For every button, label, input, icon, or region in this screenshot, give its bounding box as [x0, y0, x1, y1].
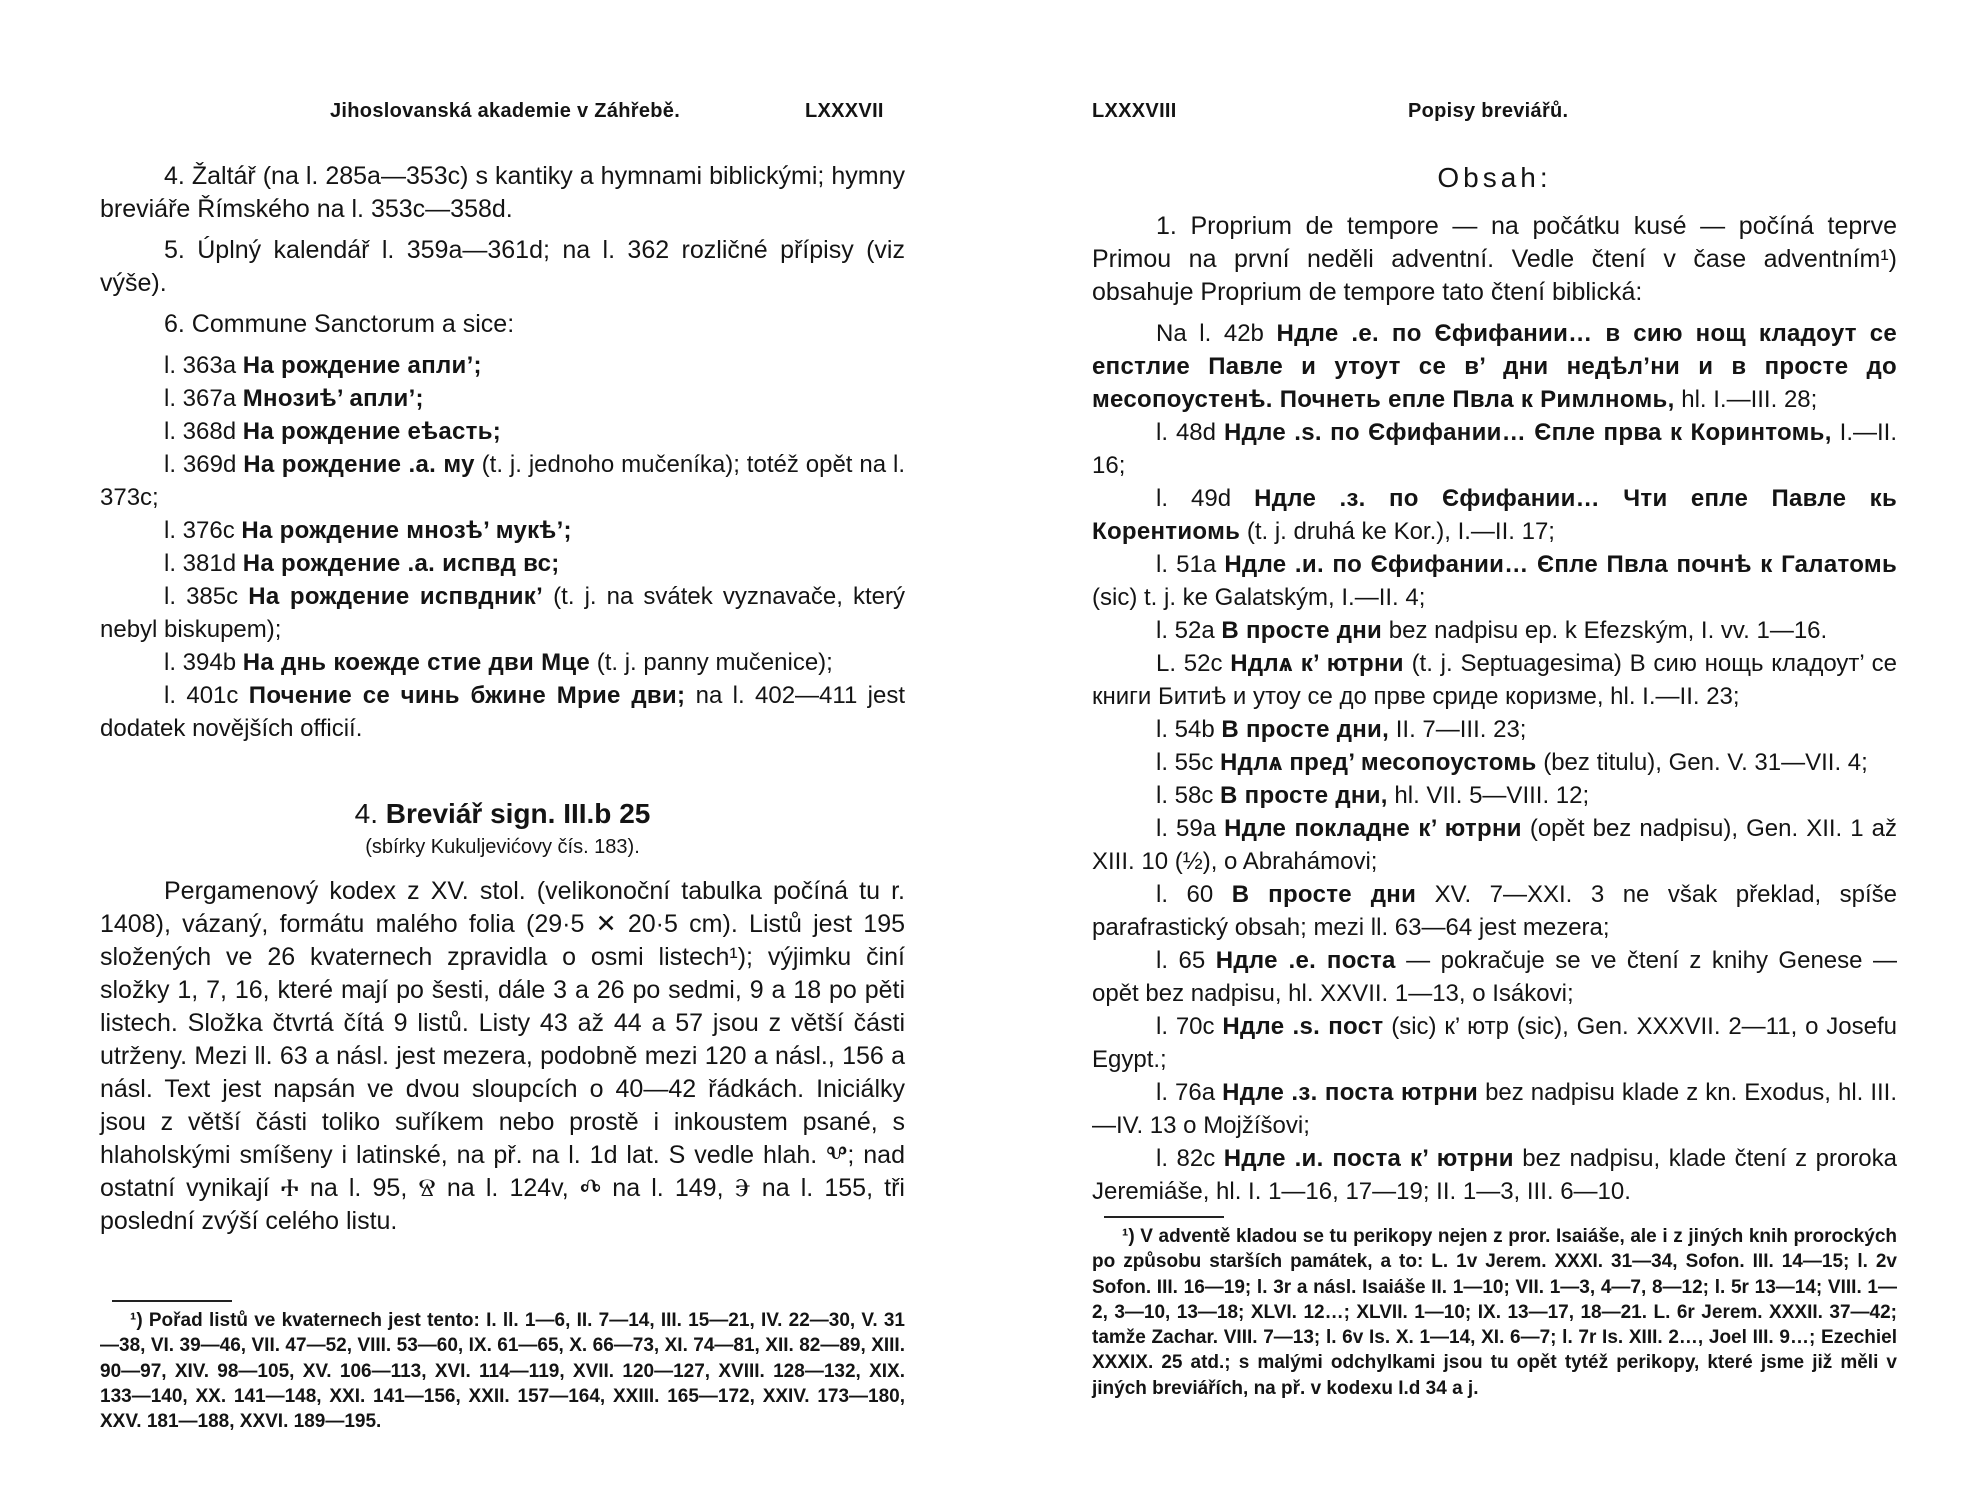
reading-entry: l. 59a Ндле покладне к’ ютрни (opět bez nadpisu), Gen. XII. 1 až XIII. 10 (½), o Abrahámovi; — [1092, 815, 1898, 875]
reading-entry: l. 49d Ндле .з. по Єфифании… Чти епле Павле кь Корентиомь (t. j. druhá ke Kor.), I.—II. 17; — [1092, 485, 1897, 545]
commune-entry: l. 385c На рождение испвдник’ (t. j. na svátek vyznavače, který nebyl biskupem); — [100, 583, 906, 643]
section-heading: 4. Breviář sign. III.b 25 — [354, 798, 651, 829]
page-number: LXXXVIII — [1092, 100, 1177, 122]
reading-entry: l. 54b В просте дни, II. 7—III. 23; — [1156, 716, 1527, 743]
commune-entry: l. 394b На днь коежде стие дви Мце (t. j. panny mučenice); — [164, 649, 833, 676]
reading-entry: l. 55c Ндлѧ пред’ месопоустомь (bez titulu), Gen. V. 31—VII. 4; — [1156, 749, 1868, 776]
running-head-title: Jihoslovanská akademie v Záhřebě. — [330, 100, 681, 122]
commune-entry: l. 367a Мнозиѣ’ апли’; — [164, 385, 424, 412]
description-paragraph: Pergamenový kodex z XV. stol. (velikonoční tabulka počíná tu r. 1408), vázaný, formátu malého folia (29·5 ✕ 20·5 cm). Listů jest 195 složených ve 26 kvaternech zpravidla o osmi listech¹); výjimku činí složky 1, 7, 16, které mají po šesti, dále 3 a 26 po sedmi, 9 a 18 po pěti listech. Složka čtvrtá čítá 9 listů. Listy 43 až 44 a 57 jsou z větší části utrženy. Mezi ll. 63 a násl. jest mezera, podobně mezi 120 a násl., 156 a násl. Text jest napsán ve dvou sloupcích o 40—42 řádkách. Iniciálky jsou z větší části toliko suříkem nebo prostě i inkoustem psané, s hlaholskými smíšeny i latinské, na př. na l. 1d lat. S vedle hlah. Ⰲ; nad ostatní vynikají Ⰰ na l. 95, Ⱄ na l. 124v, Ⰴ na l. 149, Ⰵ na l. 155, tři poslední zvýší celého listu. — [100, 877, 905, 1235]
left-column — [100, 160, 905, 1238]
footnote-rule — [112, 1300, 232, 1302]
right-page — [991, 0, 1982, 1500]
reading-entry: l. 65 Ндле .е. поста — pokračuje se ve čtení z knihy Genese — opět bez nadpisu, hl. XXVII. 1—13, o Isákovi; — [1092, 947, 1897, 1007]
reading-entry: L. 52c Ндлѧ к’ ютрни (t. j. Septuagesima) В сию нощь кладоут’ се книги Битиѣ и утоу се до прве сриде коризме, hl. I.—II. 23; — [1092, 650, 1897, 710]
right-column — [1092, 158, 1897, 1208]
commune-entry: l. 376c На рождение мнозѣ’ мукѣ’; — [164, 517, 572, 544]
commune-entry: l. 401c Почение се чинь бжине Мрие дви; na l. 402—411 jest dodatek novějších officií. — [100, 682, 905, 742]
reading-entry: l. 60 В просте дни XV. 7—XXI. 3 ne však překlad, spíše parafrastický obsah; mezi ll. 63—64 jest mezera; — [1092, 881, 1898, 941]
reading-entry: l. 76a Ндле .з. поста ютрни bez nadpisu klade z kn. Exodus, hl. III.—IV. 13 o Mojžíšovi; — [1092, 1079, 1898, 1139]
section-subtitle: (sbírky Kukuljevićovy čís. 183). — [365, 836, 640, 858]
footnote-rule — [1104, 1216, 1224, 1218]
item-4: 4. Žaltář (na l. 285a—353c) s kantiky a hymnami biblickými; hymny breviáře Římského na l. 353c—358d. — [100, 162, 905, 223]
reading-entry: l. 70c Ндле .ѕ. пост (sic) к’ ютр (sic), Gen. XXXVII. 2—11, o Josefu Egypt.; — [1092, 1013, 1897, 1073]
item-6: 6. Commune Sanctorum a sice: — [164, 310, 515, 338]
reading-entry: l. 51a Ндле .и. по Єфифании… Єпле Пвла почнѣ к Галатомь (sic) t. j. ke Galatským, I.—II. 4; — [1092, 551, 1897, 611]
footnote-text: ¹) V adventě kladou se tu perikopy nejen z pror. Isaiáše, ale i z jiných knih prorockých po způsobu starších památek, a to: L. 1v Jerem. XXXI. 31—34, Sofon. III. 14—15; l. 2v Sofon. III. 16—19; l. 3r a násl. Isaiáše II. 1—10; VII. 1—3, 4—7, 8—12; l. 5r 13—14; VIII. 1—2, 3—10, 13—18; XLVI. 12…; XLVII. 1—10; IX. 13—17, 18—21. L. 6r Jerem. XXXII. 37—42; tamže Zachar. VIII. 7—13; l. 6v Is. X. 1—14, XI. 6—7; l. 7r Is. XIII. 2…, Joel III. 9…; Ezechiel XXXIX. 25 atd.; s malými odchylkami jsou tu opět tytéž perikopy, které jsme již měli v jiných breviářích, na př. v kodexu I.d 34 a j. — [1092, 1226, 1897, 1399]
commune-entry: l. 363a На рождение апли’; — [164, 352, 482, 379]
contents-heading: Obsah: — [1437, 162, 1552, 193]
item-5: 5. Úplný kalendář l. 359a—361d; na l. 362 rozličné přípisy (viz výše). — [100, 236, 905, 297]
reading-entry: l. 58c В просте дни, hl. VII. 5—VIII. 12; — [1156, 782, 1590, 809]
footnote-right — [1092, 1216, 1897, 1401]
commune-entry: l. 368d На рождение еѣасть; — [164, 418, 502, 445]
commune-entry: l. 369d На рождение .а. му (t. j. jednoho mučeníka); totéž opět na l. 373c; — [100, 451, 905, 511]
reading-entry: Na l. 42b Ндле .е. по Єфифании… в сию нощ кладоут се епстлие Павле и утоут се в’ дни недѣл’ни и в просте до месопоустенѣ. Почнеть епле Пвла к Римлномь, hl. I.—III. 28; — [1092, 320, 1897, 413]
footnote-text: ¹) Pořad listů ve kvaternech jest tento: I. ll. 1—6, II. 7—14, III. 15—21, IV. 22—30, V. 31—38, VI. 39—46, VII. 47—52, VIII. 53—60, IX. 61—65, X. 66—73, XI. 74—81, XII. 82—89, XIII. 90—97, XIV. 98—105, XV. 106—113, XVI. 114—119, XVII. 120—127, XVIII. 128—132, XIX. 133—140, XX. 141—148, XXI. 141—156, XXII. 157—164, XXIII. 165—172, XXIV. 173—180, XXV. 181—188, XXVI. 189—195. — [100, 1310, 905, 1433]
commune-entry: l. 381d На рождение .а. испвд вс; — [164, 550, 560, 577]
footnote-left — [100, 1300, 905, 1434]
proprium-intro: 1. Proprium de tempore — na počátku kusé — počíná teprve Primou na první neděli adventní. Vedle čtení v čase adventním¹) obsahuje Proprium de tempore tato čtení biblická: — [1092, 212, 1897, 306]
reading-entry: l. 48d Ндле .ѕ. по Єфифании… Єпле прва к Коринтомь, I.—II. 16; — [1092, 419, 1897, 479]
page-number: LXXXVII — [805, 100, 884, 122]
reading-entry: l. 52a В просте дни bez nadpisu ep. k Efezským, I. vv. 1—16. — [1156, 617, 1828, 644]
reading-entry: l. 82c Ндле .и. поста к’ ютрни bez nadpisu, klade čtení z proroka Jeremiáše, hl. I. 1—16, 17—19; II. 1—3, III. 6—10. — [1092, 1145, 1897, 1205]
running-head-title: Popisy breviářů. — [1408, 100, 1569, 122]
